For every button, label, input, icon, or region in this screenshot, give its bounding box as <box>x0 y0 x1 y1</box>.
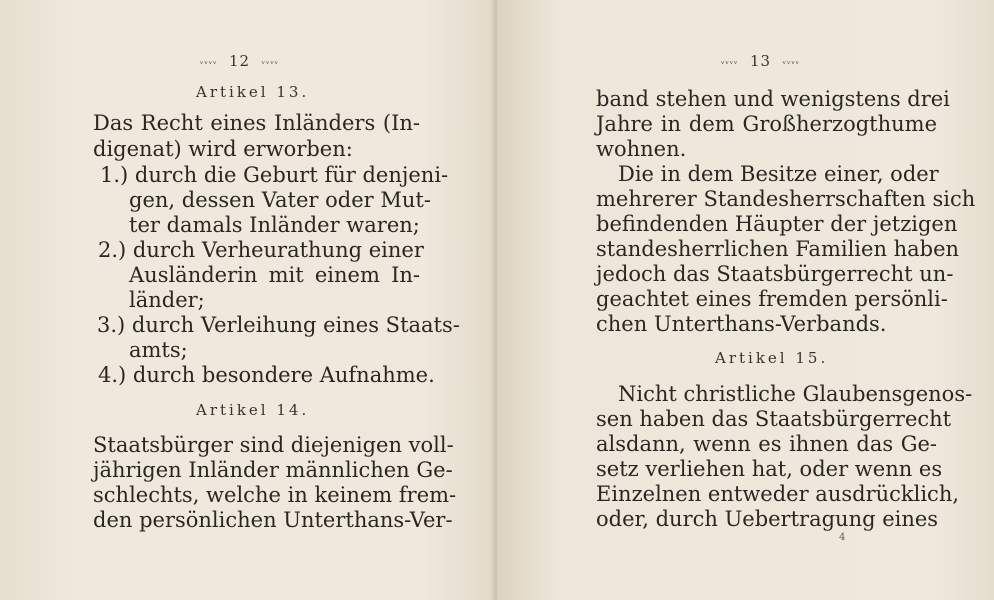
art13-line-11: 4.) durch besondere Aufnahme. <box>98 363 435 387</box>
art13-line-4: gen, dessen Vater oder Mut- <box>129 188 431 212</box>
article-14-heading: Artikel 14. <box>196 401 310 419</box>
cont-line-5: mehrerer Standesherrschaften sich <box>596 187 976 211</box>
right-page-number-value: 13 <box>749 52 772 70</box>
signature-mark: 4 <box>839 532 846 543</box>
art13-line-5: ter damals Inländer waren; <box>129 213 420 237</box>
art14-line-4: den persönlichen Unterthans-Ver- <box>93 508 453 532</box>
art15-line-5: Einzelnen entweder ausdrücklich, <box>596 482 960 506</box>
cont-line-4: Die in dem Besitze einer, oder <box>618 162 939 186</box>
left-page-number-value: 12 <box>228 52 251 70</box>
art15-line-4: setz verliehen hat, oder wenn es <box>596 457 943 481</box>
art13-line-9: 3.) durch Verleihung eines Staats- <box>97 313 460 337</box>
art14-line-1: Staatsbürger sind diejenigen voll- <box>93 433 454 457</box>
right-page-number <box>721 52 800 70</box>
art13-line-3: 1.) durch die Geburt für denjeni- <box>100 163 449 187</box>
right-ornament-right: ᵥᵥᵥᵥ <box>782 57 801 67</box>
left-ornament-left: ᵥᵥᵥᵥ <box>200 57 218 67</box>
cont-line-2: Jahre in dem Großherzogthume <box>596 112 937 136</box>
right-page <box>497 0 994 600</box>
cont-line-8: jedoch das Staatsbürgerrecht un- <box>596 262 954 286</box>
left-page-number <box>200 52 279 70</box>
art14-line-2: jährigen Inländer männlichen Ge- <box>93 458 453 482</box>
art13-line-6: 2.) durch Verheurathung einer <box>98 238 424 262</box>
article-15-heading: Artikel 15. <box>715 349 829 367</box>
cont-line-9: geachtet eines fremden persönli- <box>596 287 948 311</box>
cont-line-7: standesherrlichen Familien haben <box>596 237 960 261</box>
cont-line-10: chen Unterthans-Verbands. <box>596 312 887 336</box>
art15-line-2: sen haben das Staatsbürgerrecht <box>596 407 952 431</box>
left-ornament-right: ᵥᵥᵥᵥ <box>261 57 280 67</box>
art13-line-10: amts; <box>129 338 188 362</box>
art15-line-3: alsdann, wenn es ihnen das Ge- <box>596 432 937 456</box>
art15-line-1: Nicht christliche Glaubensgenos- <box>618 382 973 406</box>
article-13-heading: Artikel 13. <box>196 83 310 101</box>
art13-line-1: Das Recht eines Inländers (In- <box>93 111 420 135</box>
right-ornament-left: ᵥᵥᵥᵥ <box>721 57 739 67</box>
cont-line-1: band stehen und wenigstens drei <box>596 87 950 111</box>
art15-line-6: oder, durch Uebertragung eines <box>596 507 939 531</box>
art14-line-3: schlechts, welche in keinem frem- <box>93 483 457 507</box>
art13-line-8: länder; <box>129 288 205 312</box>
cont-line-3: wohnen. <box>596 137 687 161</box>
art13-line-7: Ausländerin mit einem In- <box>129 263 420 287</box>
cont-line-6: befindenden Häupter der jetzigen <box>596 212 958 236</box>
art13-line-2: digenat) wird erworben: <box>93 137 353 161</box>
